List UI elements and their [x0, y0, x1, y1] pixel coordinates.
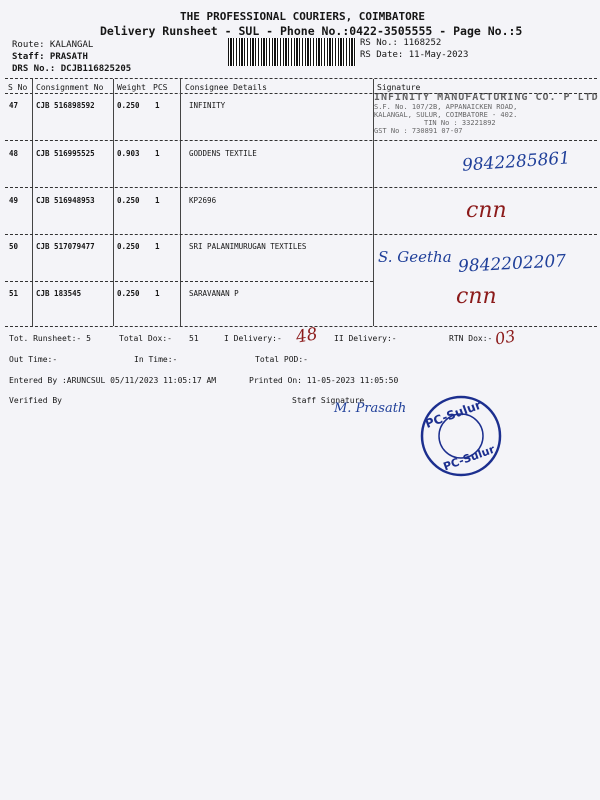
- ii-delivery-label: II Delivery:-: [334, 334, 397, 343]
- staff-signature-label: Staff Signature: [292, 396, 365, 405]
- cell-consignment: CJB 516898592: [36, 101, 95, 110]
- divider: [5, 234, 597, 235]
- col-header-weight: Weight: [117, 83, 146, 92]
- i-delivery-label: I Delivery:-: [224, 334, 282, 343]
- total-dox-value: 51: [189, 334, 199, 343]
- divider: [5, 281, 373, 282]
- col-header-sno: S No: [8, 83, 28, 92]
- handwritten-initials: cnn: [456, 284, 497, 309]
- cell-pcs: 1: [155, 101, 160, 110]
- verified-by-label: Verified By: [9, 396, 62, 405]
- barcode: [228, 38, 356, 66]
- entered-by: Entered By :ARUNCSUL 05/11/2023 11:05:17 AM: [9, 376, 217, 385]
- cell-sno: 49: [9, 196, 19, 205]
- runsheet-subtitle: Delivery Runsheet - SUL - Phone No.:0422-3505555 - Page No.:5: [100, 24, 523, 38]
- handwritten-staff-signature: M. Prasath: [334, 401, 407, 416]
- in-time-label: In Time:-: [134, 355, 178, 364]
- cell-weight: 0.250: [117, 196, 140, 205]
- total-pod-label: Total POD:-: [255, 355, 308, 364]
- cell-weight: 0.250: [117, 101, 140, 110]
- drs-number: DRS No.: DCJB116825205: [12, 64, 132, 74]
- cell-sno: 50: [9, 242, 19, 251]
- col-header-pcs: PCS: [153, 83, 168, 92]
- stamp-text-bottom: PC-Sulur: [441, 442, 497, 474]
- rs-number: RS No.: 1168252: [360, 38, 442, 48]
- company-stamp: INFINITY MANUFACTURING CO. P LTD S.F. No. 107/2B, APPANAICKEN ROAD, KALANGAL, SULUR, COIMBATORE - 402. TIN No : 33221892 GST No : 730891 07-07: [374, 92, 599, 135]
- cell-weight: 0.250: [117, 242, 140, 251]
- handwritten-signature: S. Geetha: [378, 248, 452, 266]
- cell-consignment: CJB 517079477: [36, 242, 95, 251]
- cell-pcs: 1: [155, 289, 160, 298]
- company-title: THE PROFESSIONAL COURIERS, COIMBATORE: [180, 10, 426, 23]
- handwritten-phone: 9842285861: [461, 148, 571, 176]
- cell-consignee: SARAVANAN P: [189, 289, 239, 298]
- handwritten-phone: 9842202207: [457, 251, 567, 277]
- divider: [5, 140, 597, 141]
- pc-sulur-stamp: [420, 395, 502, 477]
- col-divider: [180, 79, 181, 326]
- printed-on: Printed On: 11-05-2023 11:05:50: [249, 376, 399, 385]
- col-divider: [113, 79, 114, 326]
- cell-pcs: 1: [155, 196, 160, 205]
- rtn-dox-label: RTN Dox:-: [449, 334, 493, 343]
- handwritten-rtn-count: 03: [493, 326, 517, 349]
- cell-consignee: SRI PALANIMURUGAN TEXTILES: [189, 242, 307, 251]
- col-header-consignment: Consignment No: [36, 83, 104, 92]
- cell-consignment: CJB 516995525: [36, 149, 95, 158]
- cell-weight: 0.250: [117, 289, 140, 298]
- col-divider: [32, 79, 33, 326]
- divider: [5, 78, 597, 79]
- tot-runsheet: Tot. Runsheet:- 5: [9, 334, 91, 343]
- route-label: Route: KALANGAL: [12, 40, 94, 50]
- cell-consignee: KP2696: [189, 196, 217, 205]
- cell-sno: 51: [9, 289, 19, 298]
- col-header-consignee: Consignee Details: [185, 83, 267, 92]
- out-time-label: Out Time:-: [9, 355, 58, 364]
- cell-pcs: 1: [155, 242, 160, 251]
- handwritten-delivery-count: 48: [294, 324, 320, 348]
- cell-weight: 0.903: [117, 149, 140, 158]
- cell-consignment: CJB 183545: [36, 289, 82, 298]
- handwritten-initials: cnn: [466, 198, 507, 223]
- cell-consignment: CJB 516948953: [36, 196, 95, 205]
- cell-pcs: 1: [155, 149, 160, 158]
- cell-consignee: INFINITY: [189, 101, 226, 110]
- rs-date: RS Date: 11-May-2023: [360, 50, 469, 60]
- total-dox-label: Total Dox:-: [119, 334, 172, 343]
- col-header-signature: Signature: [377, 83, 421, 92]
- cell-consignee: GODDENS TEXTILE: [189, 149, 257, 158]
- staff-label: Staff: PRASATH: [12, 52, 88, 62]
- cell-sno: 48: [9, 149, 19, 158]
- divider: [5, 187, 597, 188]
- stamp-text-top: PC-Sulur: [423, 397, 484, 431]
- cell-sno: 47: [9, 101, 19, 110]
